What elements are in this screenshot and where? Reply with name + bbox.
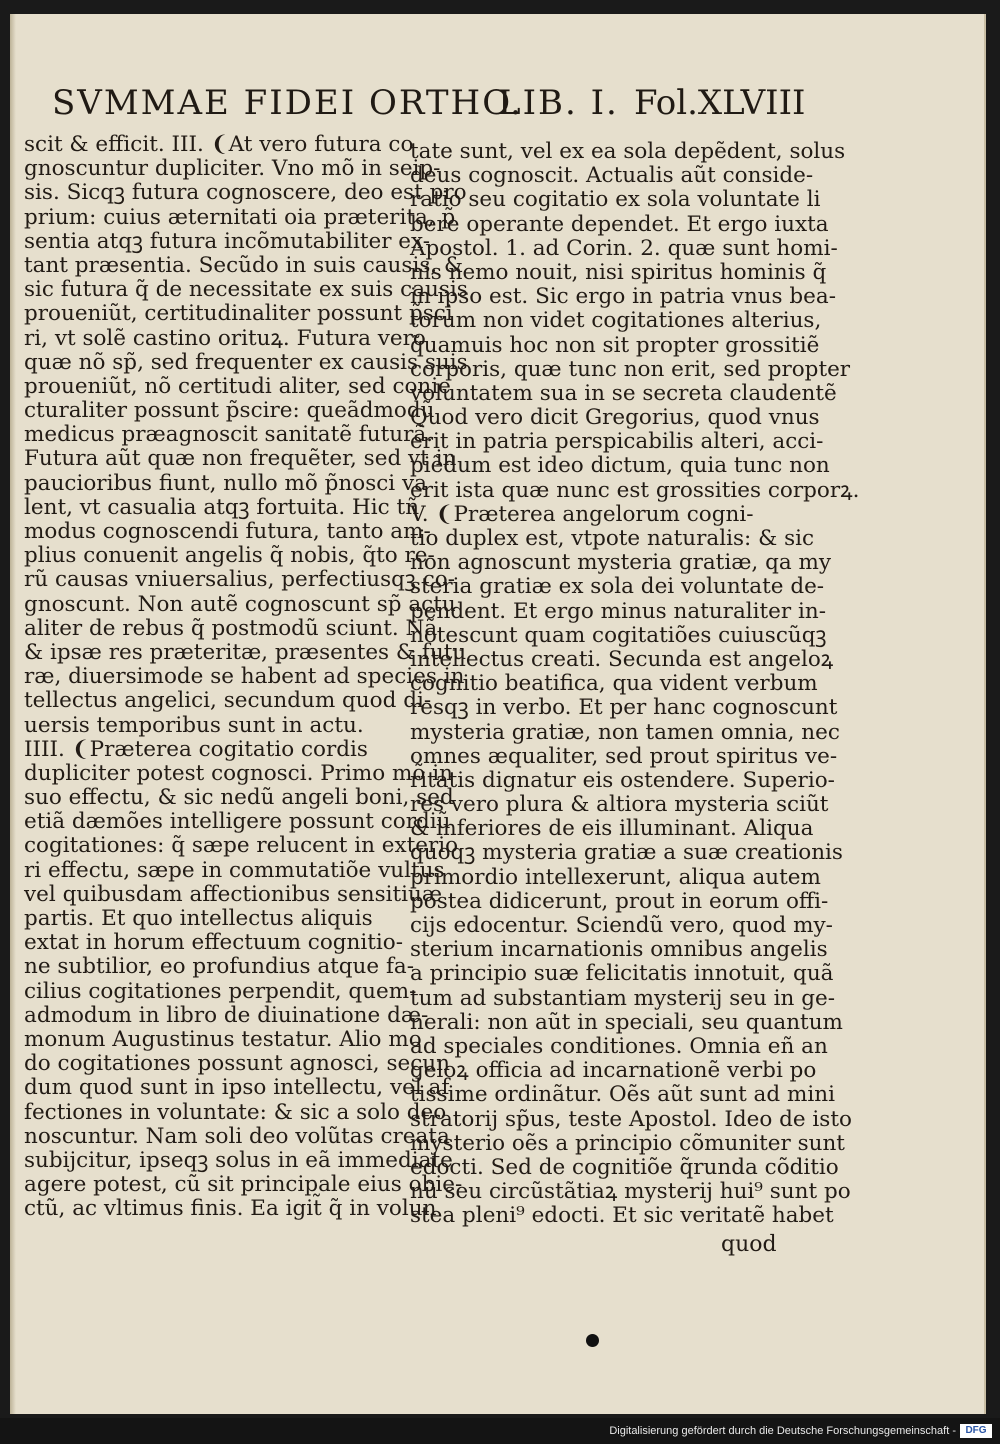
right-column-line: postea didicerunt, prout in eorum offi-	[410, 888, 829, 914]
right-column-line: nũ seu circũstãtiaꝝ mysterij hui⁹ sunt po	[410, 1179, 851, 1205]
left-column-line: rũ causas vniuersalius, perfectiusqꝫ co-	[24, 567, 455, 593]
running-title: SVMMAE FIDEI ORTHO.	[52, 83, 523, 123]
ink-dot	[586, 1334, 599, 1347]
left-column-line: quæ nõ sp̃, sed frequenter ex causis suis	[24, 349, 468, 375]
right-column-line: bere operante dependet. Et ergo iuxta	[410, 211, 829, 237]
right-column-line: deus cognoscit. Actualis aũt conside-	[410, 163, 814, 189]
left-column-line: aliter de rebus q̃ postmodũ sciunt. Nã	[24, 615, 438, 641]
left-column-line: & ipsæ res præteritæ, præsentes & futu	[24, 639, 467, 665]
right-column-line: nis nemo nouit, nisi spiritus hominis q̃	[410, 259, 827, 285]
left-column-line: tellectus angelici, secundum quod di-	[24, 688, 432, 714]
left-column-line: prium: cuius æternitati oia præterita, p̃	[24, 204, 456, 230]
right-column-line: mysterio oẽs a principio cõmuniter sunt	[410, 1130, 845, 1156]
right-column-line: erit ista quæ nunc est grossities corporꝝ.	[410, 477, 860, 503]
right-column-line: ritatis dignatur eis ostendere. Superio-	[410, 767, 835, 793]
left-column-line: dupliciter potest cognosci. Primo mõ in	[24, 760, 453, 786]
left-column-line: modus cognoscendi futura, tanto am-	[24, 519, 431, 544]
left-column-line: tant præsentia. Secũdo in suis causis, &	[24, 252, 464, 278]
right-column-line: ad speciales conditiones. Omnia eñ an	[410, 1033, 828, 1059]
left-column-line: suo effectu, & sic nedũ angeli boni, sed	[24, 785, 454, 811]
right-column-line: torum non videt cogitationes alterius,	[410, 308, 822, 334]
right-column-line: pendent. Et ergo minus naturaliter in-	[410, 598, 826, 624]
dfg-logo: DFG	[960, 1424, 992, 1438]
right-column-line: steria gratiæ ex sola dei voluntate de-	[410, 574, 825, 600]
left-column-line: noscuntur. Nam soli deo volũtas creata	[24, 1123, 450, 1149]
left-column-line: paucioribus fiunt, nullo mõ p̃nosci va	[24, 470, 427, 496]
right-column-line: in ipso est. Sic ergo in patria vnus bea-	[410, 284, 836, 310]
right-column-line: stratorij sp̃us, teste Apostol. Ideo de isto	[410, 1106, 852, 1132]
right-column-line: geloꝝ officia ad incarnationẽ verbi po	[410, 1058, 817, 1084]
right-column-line: cijs edocentur. Sciendũ vero, quod my-	[410, 913, 833, 938]
right-column-line: V. ❨Præterea angelorum cogni-	[410, 501, 754, 527]
funding-credit: Digitalisierung gefördert durch die Deutsche Forschungsgemeinschaft -	[609, 1425, 956, 1437]
right-column-line: quoqꝫ mysteria gratiæ a suæ creationis	[410, 840, 843, 866]
left-column-line: partis. Et quo intellectus aliquis	[24, 906, 373, 931]
right-column-line: cognitio beatifica, qua vident verbum	[410, 671, 818, 697]
left-column-line: ne subtilior, eo profundius atque fa-	[24, 954, 415, 980]
left-column-line: monum Augustinus testatur. Alio mo	[24, 1026, 422, 1052]
right-column-line: resqꝫ in verbo. Et per hanc cognoscunt	[410, 695, 838, 721]
left-column-line: sic futura q̃ de necessitate ex suis causis	[24, 277, 468, 303]
right-column-line: a principio suæ felicitatis innotuit, quã	[410, 961, 834, 987]
left-column-line: gnoscunt. Non autẽ cognoscunt sp̃ actu	[24, 591, 456, 617]
right-column-line: piẽdum est ideo dictum, quia tunc non	[410, 453, 830, 479]
right-column-line: q̃uamuis hoc non sit propter grossitiẽ	[410, 332, 820, 358]
left-column-line: ri, vt solẽ castino orituꝝ. Futura vero	[24, 325, 426, 351]
left-column-line: dum quod sunt in ipso intellectu, vel af	[24, 1075, 450, 1101]
left-column-line: ræ, diuersimode se habent ad species in	[24, 664, 465, 690]
left-column-line: scit & efficit. III. ❨At vero futura co	[24, 132, 414, 157]
right-column-line: ratio seu cogitatio ex sola voluntate li	[410, 187, 821, 213]
right-column-line: stea pleni⁹ edocti. Et sic veritatẽ habet	[410, 1203, 834, 1229]
right-column-line: omnes æqualiter, sed prout spiritus ve-	[410, 743, 838, 769]
left-column-line: vel quibusdam affectionibus sensitiuæ	[24, 881, 443, 907]
left-column-line: fectiones in voluntate: & sic a solo deo	[24, 1099, 447, 1125]
left-column-line: agere potest, cũ sit principale eius obie-	[24, 1172, 463, 1198]
right-column-line: intellectus creati. Secunda est angeloꝝ	[410, 646, 834, 672]
right-column-line: tio duplex est, vtpote naturalis: & sic	[410, 526, 815, 551]
left-column-line: plius conuenit angelis q̃ nobis, q̃to re-	[24, 543, 435, 569]
right-column-line: edocti. Sed de cognitiõe q̃runda cõditio	[410, 1154, 839, 1180]
left-column-line: do cogitationes possunt agnosci, secun	[24, 1051, 450, 1077]
catchword: quod	[721, 1232, 777, 1257]
right-column-line: & inferiores de eis illuminant. Aliqua	[410, 816, 814, 842]
left-column-line: medicus præagnoscit sanitatẽ futurã.	[24, 422, 434, 448]
right-column-line: voluntatem sua in se secreta claudentẽ	[410, 380, 837, 406]
right-column-line: primordio intellexerunt, aliqua autem	[410, 864, 821, 890]
right-column-line: erit in patria perspicabilis alteri, acci-	[410, 429, 824, 455]
left-column-line: gnoscuntur dupliciter. Vno mõ in seip-	[24, 156, 441, 182]
left-column-line: proueniũt, nõ certitudi aliter, sed conie	[24, 373, 451, 399]
left-column-line: cogitationes: q̃ sæpe relucent in exterio	[24, 833, 459, 859]
left-column-line: proueniũt, certitudinaliter possunt p̃sci	[24, 301, 453, 327]
left-column-line: lent, vt casualia atqꝫ fortuita. Hic tñ	[24, 494, 420, 520]
book-number: LIB. I.	[498, 83, 619, 123]
left-column-line: ri effectu, sæpe in commutatiõe vultus	[24, 857, 445, 883]
left-column-line: admodum in libro de diuinatione dæ-	[24, 1002, 429, 1028]
right-column-line: corporis, quæ tunc non erit, sed propter	[410, 356, 851, 382]
left-column-line: cturaliter possunt p̃scire: queãdmodũ	[24, 398, 435, 424]
left-column-line: IIII. ❨Præterea cogitatio cordis	[24, 736, 368, 762]
right-column-line: tissime ordinãtur. Oẽs aũt sunt ad mini	[410, 1082, 835, 1108]
right-column-line: tate sunt, vel ex ea sola depẽdent, solus	[410, 139, 846, 164]
right-column-line: tum ad substantiam mysterij seu in ge-	[410, 985, 835, 1011]
left-column-line: uersis temporibus sunt in actu.	[24, 712, 364, 738]
right-column-line: non agnoscunt mysteria gratiæ, qa my	[410, 550, 832, 576]
footer-bar	[0, 1418, 1000, 1444]
left-column-line: sis. Sicqꝫ futura cognoscere, deo est pro	[24, 180, 467, 206]
left-text-column	[24, 132, 468, 1222]
left-column-line: etiã dæmões intelligere possunt cordiũ	[24, 809, 451, 835]
right-column-line: nerali: non aũt in speciali, seu quantum	[410, 1009, 843, 1035]
right-text-column	[410, 139, 860, 1229]
right-column-line: notescunt quam cogitatiões cuiuscũqꝫ	[410, 622, 827, 648]
right-column-line: mysteria gratiæ, non tamen omnia, nec	[410, 719, 840, 745]
book-page	[10, 14, 986, 1414]
right-column-line: Quod vero dicit Gregorius, quod vnus	[410, 405, 820, 431]
left-column-line: subijcitur, ipseqꝫ solus in eã immediate	[24, 1147, 453, 1173]
right-column-line: sterium incarnationis omnibus angelis	[410, 937, 828, 963]
right-column-line: res vero plura & altiora mysteria sciũt	[410, 792, 829, 818]
left-column-line: sentia atqꝫ futura incõmutabiliter ex-	[24, 228, 431, 254]
folio-number: Fol.XLVIII	[634, 83, 806, 123]
left-column-line: ctũ, ac vltimus finis. Ea igit̃ q̃ in volun	[24, 1196, 437, 1222]
left-column-line: extat in horum effectuum cognitio-	[24, 930, 403, 956]
left-column-line: cilius cogitationes perpendit, quem-	[24, 978, 417, 1004]
right-column-line: Apostol. 1. ad Corin. 2. quæ sunt homi-	[410, 235, 838, 261]
left-column-line: Futura aũt quæ non frequẽter, sed vt in	[24, 446, 457, 472]
